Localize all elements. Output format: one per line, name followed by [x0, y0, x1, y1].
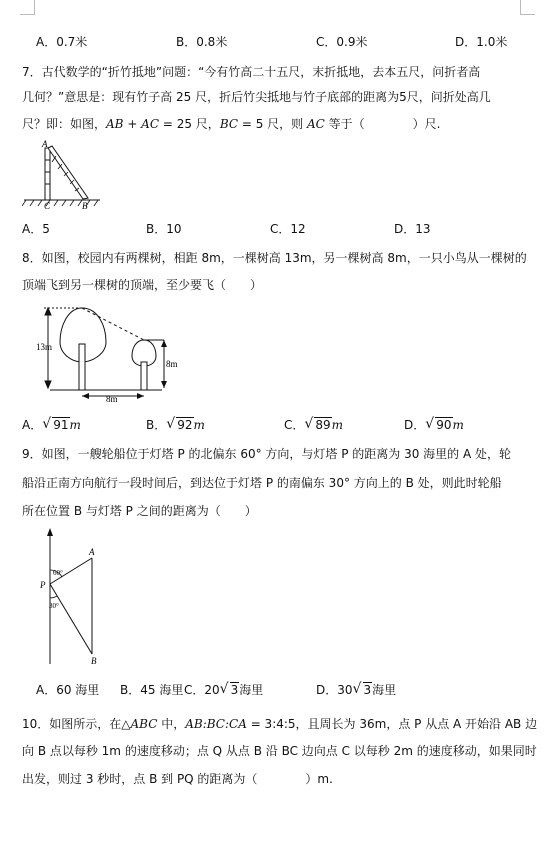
q6-option-c[interactable]: C．0.9米: [316, 35, 368, 49]
q8-option-c-letter: C．: [284, 418, 305, 432]
q8-label-height-1: 13m: [36, 342, 53, 352]
q9-lighthouse-figure: [36, 526, 116, 670]
q10-mid: 中，: [157, 717, 186, 731]
q8-trees-figure: [32, 300, 182, 404]
q10-triangle: △ABC: [121, 717, 158, 731]
q8-option-d-letter: D．: [404, 418, 426, 432]
q9-option-d-unit: 海里: [372, 683, 397, 697]
q9-option-c[interactable]: [184, 681, 263, 698]
q8-option-a-radicand: 91: [53, 418, 69, 432]
q8-label-distance: 8m: [106, 394, 118, 404]
q8-option-b-radicand: 92: [177, 418, 193, 432]
q10-line-1-rest: = 3:4:5，且周长为 36m，点 P 从点 A 开始沿 AB 边: [246, 717, 538, 731]
q6-option-b[interactable]: B．0.8米: [176, 35, 228, 49]
q10-ratio: AB:BC:CA: [185, 717, 247, 731]
q7-math-bc: BC: [219, 117, 239, 131]
corner-mark-right: [520, 0, 535, 15]
q9-option-b[interactable]: B．45 海里: [120, 683, 184, 697]
tall-tree-trunk: [79, 344, 85, 390]
q8-text-line-1: 8．如图，校园内有两棵树，相距 8m，一棵树高 13m，另一棵树高 8m，一只小鸟从一棵树的: [22, 251, 527, 265]
q7-eq-1: = 25 尺，: [159, 117, 220, 131]
q8-option-d-radicand: 90: [436, 418, 452, 432]
sqrt-symbol: √ 90: [425, 416, 452, 432]
q7-label-c: C: [44, 201, 51, 210]
q7-text-line-1: 7．古代数学的“折竹抵地”问题：“今有竹高二十五尺，末折抵地，去本五尺，问折者高: [22, 65, 481, 79]
q8-option-a-letter: A．: [22, 418, 43, 432]
q8-option-c[interactable]: [284, 416, 343, 433]
q7-option-d[interactable]: D．13: [394, 222, 431, 236]
q10-text-line-1: [22, 716, 537, 732]
q8-option-a[interactable]: [22, 416, 81, 433]
q8-option-b-letter: B．: [146, 418, 167, 432]
q10-intro: 10．如图所示，在: [22, 717, 122, 731]
q8-option-a-unit: m: [69, 418, 81, 432]
q9-option-d[interactable]: [316, 681, 396, 698]
bamboo-stem: [45, 148, 50, 200]
q8-option-d[interactable]: [404, 416, 464, 433]
q9-angle-60-label: 60°: [53, 569, 63, 577]
corner-mark-left: [20, 0, 35, 15]
q8-text-line-2: 顶端飞到另一棵树的顶端，至少要飞（ ）: [22, 278, 263, 292]
q9-option-c-unit: 海里: [239, 683, 264, 697]
q10-text-line-2: 向 B 点以每秒 1m 的速度移动；点 Q 从点 B 沿 BC 边向点 C 以每秒 2m 的速度移动，如果同时: [22, 744, 537, 758]
q7-option-c[interactable]: C．12: [270, 222, 306, 236]
q9-option-c-prefix: C．20: [184, 683, 220, 697]
q7-label-a: A: [42, 139, 48, 149]
q8-option-c-unit: m: [331, 418, 344, 432]
q7-eq-2: = 5 尺，则: [238, 117, 307, 131]
q7-option-a[interactable]: A．5: [22, 222, 50, 236]
q9-option-c-radicand: 3: [230, 683, 239, 697]
q9-option-a[interactable]: A．60 海里: [36, 683, 100, 697]
q7-math-ac: AC: [307, 117, 325, 131]
q9-text-line-1: 9．如图，一艘轮船位于灯塔 P 的北偏东 60° 方向，与灯塔 P 的距离为 30 海里的 A 处，轮: [22, 447, 512, 461]
q6-option-d[interactable]: D．1.0米: [455, 35, 508, 49]
q8-option-b-unit: m: [193, 418, 205, 432]
q8-option-b[interactable]: [146, 416, 205, 433]
q9-label-a: A: [89, 547, 95, 557]
q7-bamboo-figure: [22, 138, 102, 210]
north-arrow: [47, 528, 53, 536]
sqrt-symbol: √ 92: [166, 416, 193, 432]
q9-option-d-radicand: 3: [363, 683, 372, 697]
sqrt-symbol: √ 91: [42, 416, 69, 432]
q9-angle-30-label: 30°: [49, 602, 59, 610]
q8-option-c-radicand: 89: [315, 418, 331, 432]
q7-text-intro: 尺？即：如图，: [22, 117, 107, 131]
short-tree-trunk: [141, 362, 147, 390]
q7-text-line-2: 几何？”意思是：现有竹子高 25 尺，折后竹尖抵地与竹子底部的距离为5尺，问折处高几: [22, 90, 491, 104]
q7-text-line-3: [22, 116, 441, 132]
q8-label-height-2: 8m: [166, 359, 178, 369]
sqrt-symbol: √ 3: [219, 681, 239, 697]
q7-math-sum: AB + AC: [106, 117, 160, 131]
q8-option-d-unit: m: [452, 418, 464, 432]
sqrt-symbol: √ 3: [352, 681, 372, 697]
line-pb: [50, 584, 92, 654]
q6-option-a[interactable]: A．0.7米: [36, 35, 88, 49]
q9-text-line-3: 所在位置 B 与灯塔 P 之间的距离为（ ）: [22, 504, 257, 518]
q7-question-end: 等于（ ）尺.: [324, 117, 441, 131]
q9-label-b: B: [91, 656, 97, 666]
q7-option-b[interactable]: B．10: [146, 222, 182, 236]
q9-option-d-prefix: D．30: [316, 683, 353, 697]
q7-label-b: B: [82, 201, 88, 210]
q9-text-line-2: 船沿正南方向航行一段时间后，到达位于灯塔 P 的南偏东 30° 方向上的 B 处，则此时轮船: [22, 476, 502, 490]
q10-text-line-3: 出发，则过 3 秒时，点 B 到 PQ 的距离为（ ）m.: [22, 772, 333, 786]
sqrt-symbol: √ 89: [304, 416, 331, 432]
q9-label-p: P: [40, 580, 46, 590]
angle-30-arc: [50, 596, 57, 598]
